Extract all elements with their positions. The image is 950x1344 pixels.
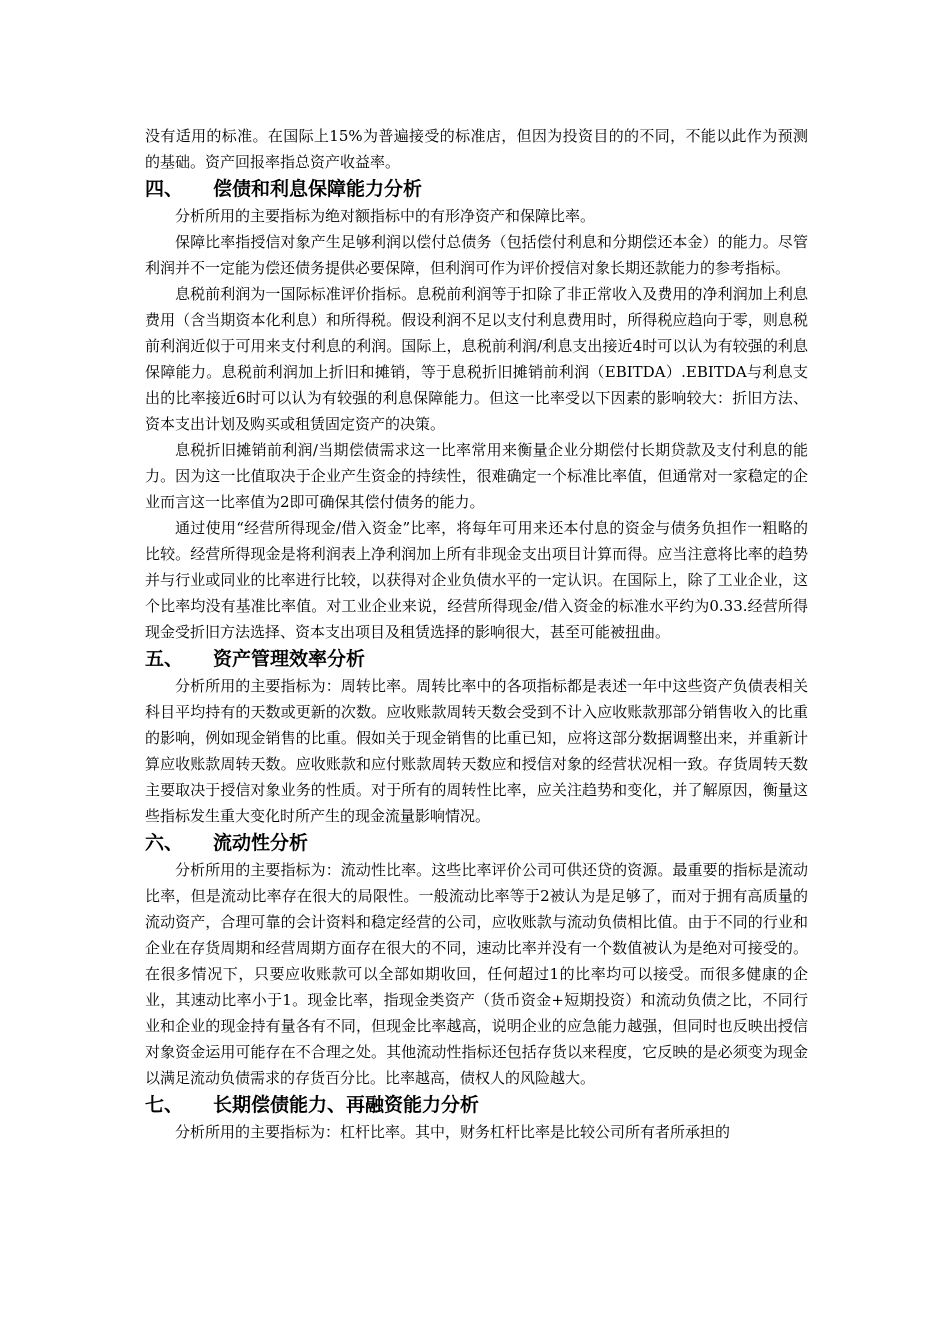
paragraph: 分析所用的主要指标为绝对额指标中的有形净资产和保障比率。 xyxy=(175,207,596,225)
paragraph: 分析所用的主要指标为：周转比率。周转比率中的各项指标都是表述一年中这些资产负债表相关科目平均持有的天数或更新的次数。应收账款周转天数会受到不计入应收账款那部分销售收入的比重的影响，例如现金销售的比重。假如关于现金销售的比重已知，应将这部分数据调整出来，并重新计算应收账款周转天数。应收账款和应付账款周转天数应和授信对象的经营状况相一致。存货周转天数主要取决于授信对象业务的性质。对于所有的周转性比率，应关注趋势和变化，并了解原因，衡量这些指标发生重大变化时所产生的现金流量影响情况。 xyxy=(145,677,808,825)
section-title: 资产管理效率分析 xyxy=(213,648,366,670)
section-number: 七、 xyxy=(145,1094,184,1116)
section-title: 偿债和利息保障能力分析 xyxy=(213,178,423,200)
section-number: 六、 xyxy=(145,832,184,854)
paragraph: 通过使用“经营所得现金/借入资金”比率，将每年可用来还本付息的资金与债务负担作一粗略的比较。经营所得现金是将利润表上净利润加上所有非现金支出项目计算而得。应当注意将比率的趋势并与行业或同业的比率进行比较，以获得对企业负债水平的一定认识。在国际上，除了工业企业，这个比率均没有基准比率值。对工业企业来说，经营所得现金/借入资金的标准水平约为0.33.经营所得现金受折旧方法选择、资本支出项目及租赁选择的影响很大，甚至可能被扭曲。 xyxy=(145,519,808,641)
section-heading-4 xyxy=(145,175,808,203)
section-number: 五、 xyxy=(145,648,184,670)
paragraph: 息税前利润为一国际标准评价指标。息税前利润等于扣除了非正常收入及费用的净利润加上利息费用（含当期资本化利息）和所得税。假设利润不足以支付利息费用时，所得税应趋向于零，则息税前利润近似于可用来支付利息的利润。国际上，息税前利润/利息支出接近4时可以认为有较强的利息保障能力。息税前利润加上折旧和摊销，等于息税折旧摊销前利润（EBITDA）.EBITDA与利息支出的比率接近6时可以认为有较强的利息保障能力。但这一比率受以下因素的影响较大：折旧方法、资本支出计划及购买或租赁固定资产的决策。 xyxy=(145,285,808,433)
section-number: 四、 xyxy=(145,178,184,200)
paragraph: 保障比率指授信对象产生足够利润以偿付总债务（包括偿付利息和分期偿还本金）的能力。尽管利润并不一定能为偿还债务提供必要保障，但利润可作为评价授信对象长期还款能力的参考指标。 xyxy=(145,233,808,277)
section-title: 长期偿债能力、再融资能力分析 xyxy=(213,1094,480,1116)
section-heading-6 xyxy=(145,829,808,857)
section-heading-7 xyxy=(145,1091,808,1119)
paragraph: 息税折旧摊销前利润/当期偿债需求这一比率常用来衡量企业分期偿付长期贷款及支付利息的能力。因为这一比值取决于企业产生资金的持续性，很难确定一个标准比率值，但通常对一家稳定的企业而言这一比率值为2即可确保其偿付债务的能力。 xyxy=(145,441,808,511)
section-title: 流动性分析 xyxy=(213,832,309,854)
paragraph-intro: 没有适用的标准。在国际上15%为普遍接受的标准店，但因为投资目的的不同，不能以此作为预测的基础。资产回报率指总资产收益率。 xyxy=(145,127,808,171)
paragraph: 分析所用的主要指标为：流动性比率。这些比率评价公司可供还贷的资源。最重要的指标是流动比率，但是流动比率存在很大的局限性。一般流动比率等于2被认为是足够了，而对于拥有高质量的流动资产，合理可靠的会计资料和稳定经营的公司，应收账款与流动负债相比值。由于不同的行业和企业在存货周期和经营周期方面存在很大的不同，速动比率并没有一个数值被认为是绝对可接受的。在很多情况下，只要应收账款可以全部如期收回，任何超过1的比率均可以接受。而很多健康的企业，其速动比率小于1。现金比率，指现金类资产（货币资金+短期投资）和流动负债之比，不同行业和企业的现金持有量各有不同，但现金比率越高，说明企业的应急能力越强，但同时也反映出授信对象资金运用可能存在不合理之处。其他流动性指标还包括存货以来程度，它反映的是必须变为现金以满足流动负债需求的存货百分比。比率越高，债权人的风险越大。 xyxy=(145,861,808,1087)
paragraph: 分析所用的主要指标为：杠杆比率。其中，财务杠杆比率是比较公司所有者所承担的 xyxy=(175,1123,731,1141)
section-heading-5 xyxy=(145,645,808,673)
document-body xyxy=(145,123,808,1145)
